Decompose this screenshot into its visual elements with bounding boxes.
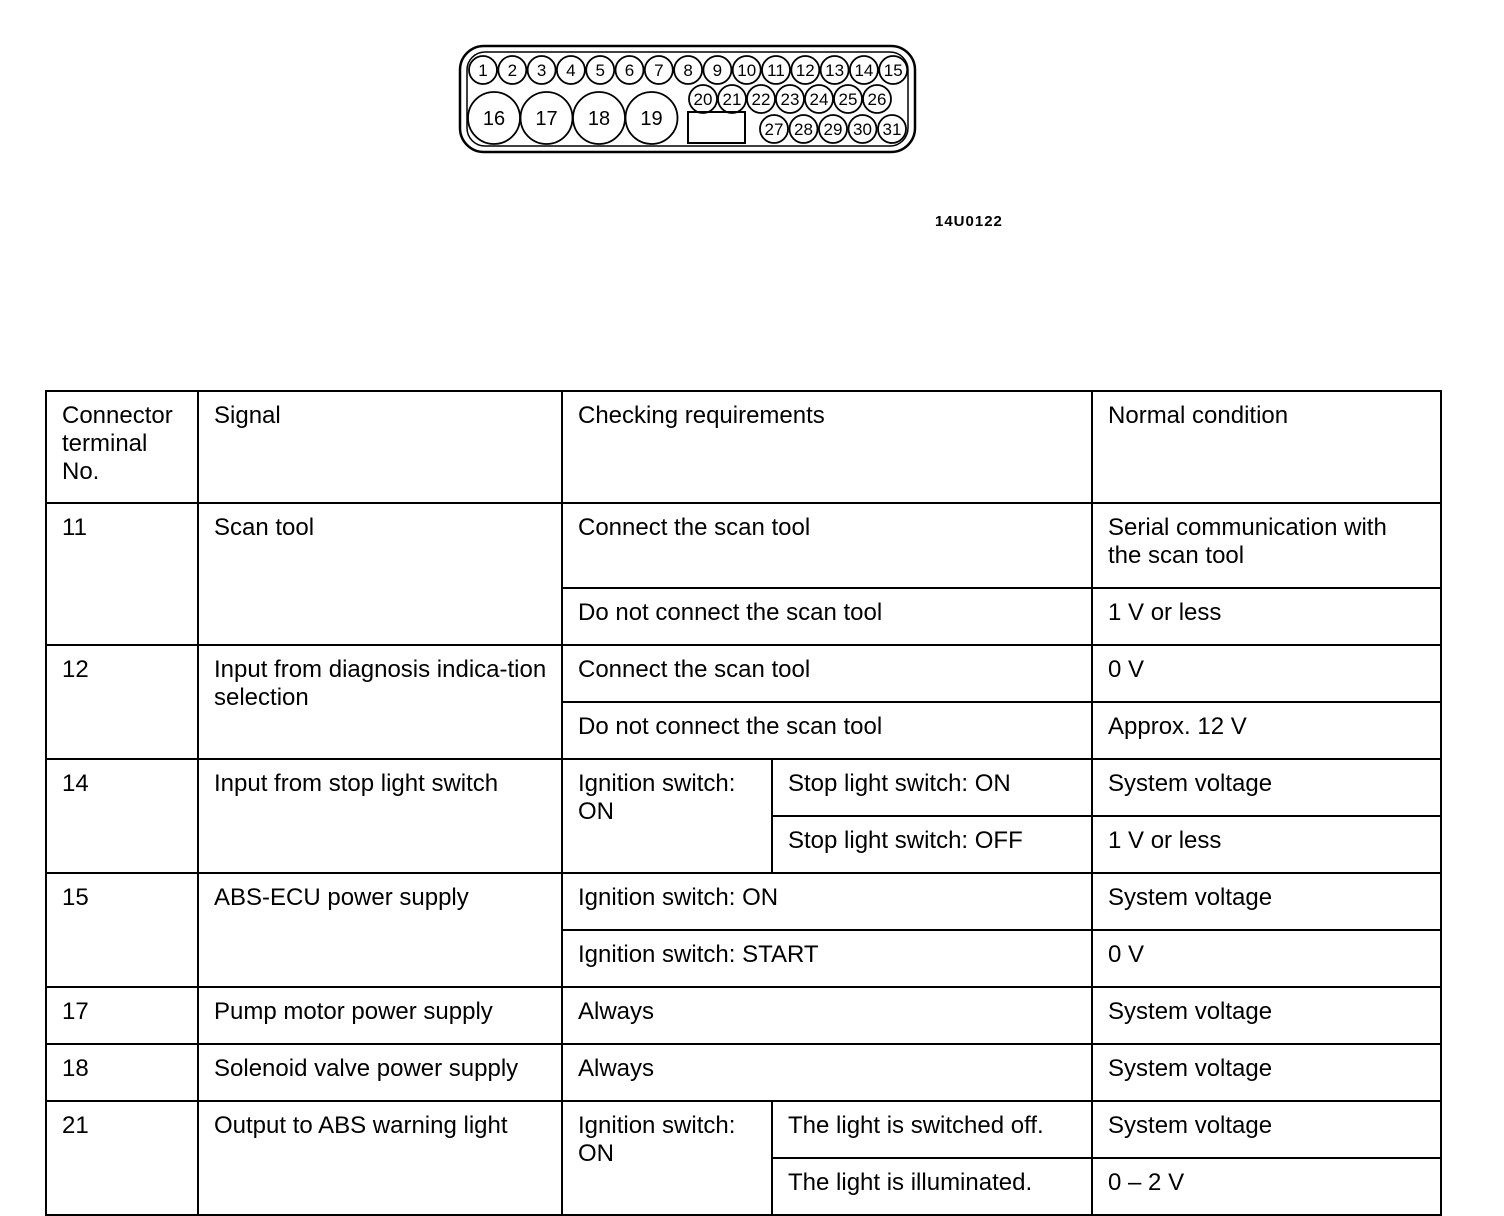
table-row xyxy=(46,1044,1441,1101)
normal-condition-cell: 1 V or less xyxy=(1092,588,1441,645)
table-row xyxy=(46,1101,1441,1158)
connector-pin xyxy=(878,115,906,143)
requirement-cell: Do not connect the scan tool xyxy=(562,702,1092,759)
connector-pin-label: 29 xyxy=(823,120,843,140)
connector-pin xyxy=(674,56,702,84)
normal-condition-cell: 0 – 2 V xyxy=(1092,1158,1441,1215)
requirement-cell: Do not connect the scan tool xyxy=(562,588,1092,645)
terminal-cell: 14 xyxy=(46,759,198,873)
table-row xyxy=(46,645,1441,702)
requirement-cell: Always xyxy=(562,1044,1092,1101)
signal-cell: Pump motor power supply xyxy=(198,987,562,1044)
normal-condition-cell: Serial communication with the scan tool xyxy=(1092,503,1441,588)
connector-pin xyxy=(805,85,833,113)
table-row xyxy=(46,759,1441,816)
header-normal-condition: Normal condition xyxy=(1092,391,1441,503)
connector-pin-label: 15 xyxy=(883,61,903,81)
connector-pin xyxy=(760,115,788,143)
figure-code: 14U0122 xyxy=(935,213,1003,230)
connector-pin xyxy=(776,85,804,113)
connector-pin xyxy=(689,85,717,113)
connector-pin-label: 26 xyxy=(867,90,887,110)
requirement-cell: Always xyxy=(562,987,1092,1044)
main-requirement-cell: Ignition switch: ON xyxy=(562,759,772,873)
terminal-cell: 21 xyxy=(46,1101,198,1215)
normal-condition-cell: System voltage xyxy=(1092,987,1441,1044)
main-requirement-cell: Ignition switch: ON xyxy=(562,1101,772,1215)
sub-requirement-cell: Stop light switch: ON xyxy=(772,759,1092,816)
normal-condition-cell: System voltage xyxy=(1092,1044,1441,1101)
connector-key-slot xyxy=(688,112,745,143)
connector-pin-label: 19 xyxy=(640,108,663,131)
terminal-cell: 15 xyxy=(46,873,198,987)
connector-pin xyxy=(850,56,878,84)
connector-pin-label: 2 xyxy=(507,61,518,81)
connector-pin xyxy=(747,85,775,113)
header-terminal: Connector terminal No. xyxy=(46,391,198,503)
header-signal: Signal xyxy=(198,391,562,503)
connector-pin xyxy=(586,56,614,84)
sub-requirement-cell: The light is switched off. xyxy=(772,1101,1092,1158)
connector-pin-label: 1 xyxy=(478,61,488,81)
signal-cell: Solenoid valve power supply xyxy=(198,1044,562,1101)
connector-pin xyxy=(469,56,497,84)
normal-condition-cell: System voltage xyxy=(1092,873,1441,930)
signal-cell: Input from stop light switch xyxy=(198,759,562,873)
connector-pin-label: 4 xyxy=(566,61,576,81)
normal-condition-cell: System voltage xyxy=(1092,1101,1441,1158)
connector-pin xyxy=(718,85,746,113)
requirement-cell: Connect the scan tool xyxy=(562,503,1092,588)
normal-condition-cell: 0 V xyxy=(1092,645,1441,702)
connector-pin-label: 12 xyxy=(795,61,815,81)
connector-pin xyxy=(498,56,526,84)
connector-pin-label: 22 xyxy=(751,90,771,110)
connector-pin-label: 23 xyxy=(780,90,800,110)
table-row xyxy=(46,873,1441,930)
connector-pin xyxy=(791,56,819,84)
normal-condition-cell: 1 V or less xyxy=(1092,816,1441,873)
connector-pin xyxy=(528,56,556,84)
terminal-cell: 12 xyxy=(46,645,198,759)
terminal-spec-table xyxy=(45,390,1442,1216)
connector-pin xyxy=(468,92,520,144)
connector-pin xyxy=(703,56,731,84)
sub-requirement-cell: The light is illuminated. xyxy=(772,1158,1092,1215)
connector-pin xyxy=(626,92,678,144)
connector-pin-label: 14 xyxy=(854,61,874,81)
connector-pin-label: 8 xyxy=(683,61,693,81)
connector-pin-label: 28 xyxy=(794,120,813,140)
connector-pin-label: 25 xyxy=(838,90,858,110)
normal-condition-cell: System voltage xyxy=(1092,759,1441,816)
connector-pin xyxy=(879,56,907,84)
table-header-row xyxy=(46,391,1441,503)
table-row xyxy=(46,503,1441,588)
connector-pin-label: 7 xyxy=(654,61,664,81)
connector-pin-label: 6 xyxy=(624,61,635,81)
connector-diagram xyxy=(458,44,918,156)
normal-condition-cell: Approx. 12 V xyxy=(1092,702,1441,759)
signal-cell: ABS-ECU power supply xyxy=(198,873,562,987)
connector-pin xyxy=(557,56,585,84)
connector-pin xyxy=(821,56,849,84)
connector-pin-label: 27 xyxy=(764,120,784,140)
requirement-cell: Ignition switch: START xyxy=(562,930,1092,987)
requirement-cell: Ignition switch: ON xyxy=(562,873,1092,930)
connector-pin xyxy=(645,56,673,84)
connector-pin-label: 10 xyxy=(737,61,757,81)
terminal-cell: 18 xyxy=(46,1044,198,1101)
connector-pin-label: 20 xyxy=(693,90,713,110)
connector-pin xyxy=(819,115,847,143)
header-requirements: Checking requirements xyxy=(562,391,1092,503)
connector-pin xyxy=(849,115,877,143)
connector-pin-label: 17 xyxy=(535,108,558,131)
connector-pin-label: 31 xyxy=(882,120,902,140)
connector-pin-label: 11 xyxy=(767,61,785,81)
normal-condition-cell: 0 V xyxy=(1092,930,1441,987)
connector-pin xyxy=(573,92,625,144)
connector-pin-label: 13 xyxy=(825,61,845,81)
connector-pin xyxy=(790,115,818,143)
connector-pin xyxy=(521,92,573,144)
table-row xyxy=(46,987,1441,1044)
connector-pin-label: 21 xyxy=(722,90,742,110)
connector-pin-label: 24 xyxy=(809,90,829,110)
connector-pin xyxy=(733,56,761,84)
connector-pin-label: 5 xyxy=(595,61,605,81)
connector-pin xyxy=(762,56,790,84)
connector-pin xyxy=(834,85,862,113)
terminal-cell: 11 xyxy=(46,503,198,645)
connector-pin-label: 30 xyxy=(853,120,872,140)
connector-pin-label: 18 xyxy=(587,108,611,131)
signal-cell: Output to ABS warning light xyxy=(198,1101,562,1215)
connector-pin-label: 9 xyxy=(712,61,723,81)
signal-cell: Scan tool xyxy=(198,503,562,645)
requirement-cell: Connect the scan tool xyxy=(562,645,1092,702)
terminal-cell: 17 xyxy=(46,987,198,1044)
signal-cell: Input from diagnosis indica-tion selection xyxy=(198,645,562,759)
connector-pin-label: 3 xyxy=(536,61,547,81)
connector-pin xyxy=(863,85,891,113)
sub-requirement-cell: Stop light switch: OFF xyxy=(772,816,1092,873)
connector-pin-label: 16 xyxy=(482,108,506,131)
connector-pin xyxy=(616,56,644,84)
